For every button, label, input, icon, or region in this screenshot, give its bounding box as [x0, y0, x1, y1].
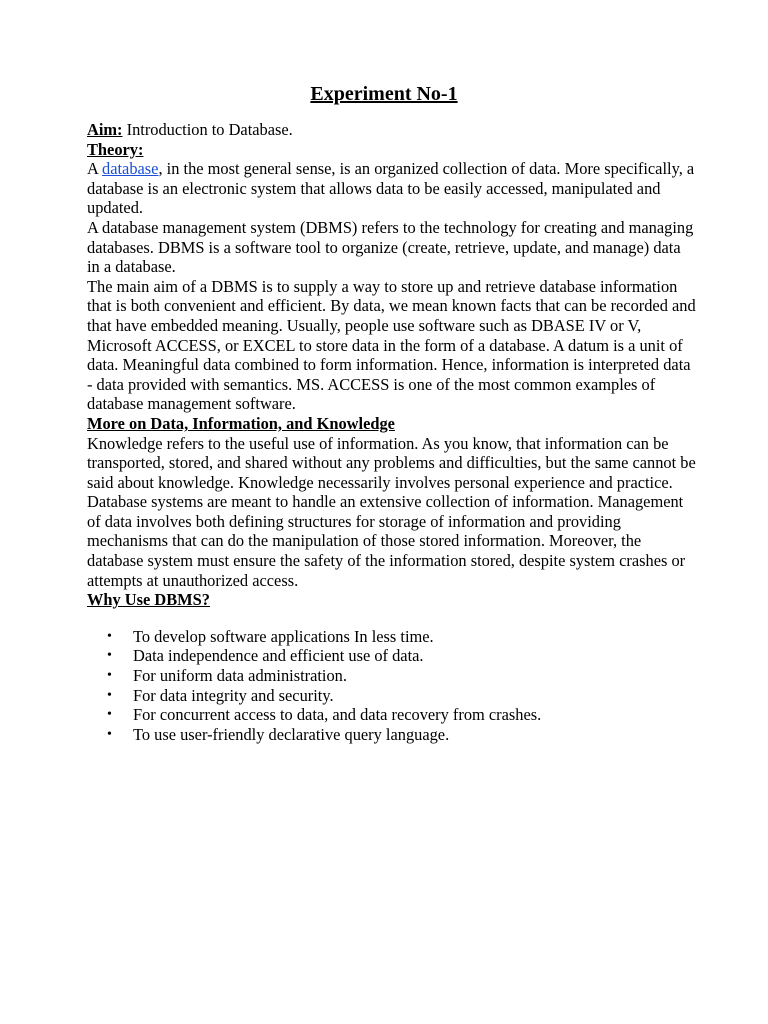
list-item — [87, 705, 697, 725]
list-item-text: For concurrent access to data, and data recovery from crashes. — [133, 705, 542, 725]
bullet-icon: • — [107, 628, 112, 644]
list-item-text: Data independence and efficient use of data. — [133, 646, 424, 666]
bullet-icon: • — [107, 668, 112, 684]
list-item — [87, 666, 697, 686]
paragraph-database-definition — [87, 159, 697, 218]
paragraph-dbms-aim: The main aim of a DBMS is to supply a way to store up and retrieve database information that is both convenient and efficient. By data, we mean known facts that can be recorded and that have embedded meaning. Usually, people use software such as DBASE IV or V, Microsoft ACCESS, or EXCEL to store data in the form of a database. A datum is a unit of data. Meaningful data combined to form information. Hence, information is interpreted data - data provided with semantics. MS. ACCESS is one of the most common examples of database management software. — [87, 276, 696, 414]
section-heading-data-information-knowledge: More on Data, Information, and Knowledge — [87, 413, 395, 433]
paragraph1-prefix: A — [87, 159, 103, 179]
paragraph1-suffix: , in the most general sense, is an organized collection of data. More specifically, a database is an electronic system that allows data to be easily accessed, manipulated and updated. — [87, 159, 695, 218]
list-item-text: To use user-friendly declarative query language. — [133, 724, 450, 744]
section-heading-why-use-dbms: Why Use DBMS? — [87, 590, 210, 610]
why-dbms-list — [87, 627, 697, 745]
database-link[interactable]: database — [102, 159, 159, 179]
list-item — [87, 646, 697, 666]
list-item — [87, 725, 697, 745]
list-item-text: To develop software applications In less time. — [133, 626, 434, 646]
bullet-icon: • — [107, 648, 112, 664]
theory-heading: Theory: — [87, 139, 144, 159]
list-item — [87, 686, 697, 706]
paragraph-dbms-definition: A database management system (DBMS) refers to the technology for creating and managing databases. DBMS is a software tool to organize (create, retrieve, update, and manage) data in a database. — [87, 217, 694, 277]
bullet-icon: • — [107, 726, 112, 742]
aim-text: Introduction to Database. — [122, 120, 293, 139]
bullet-icon: • — [107, 687, 112, 703]
paragraph-database-systems: Database systems are meant to handle an extensive collection of information. Management of data involves both defining structures for storage of information and providing mechanisms that can do the manipulation of those stored information. Moreover, the database system must ensure the safety of the information stored, despite system crashes or attempts at unauthorized access. — [87, 492, 686, 590]
aim-label: Aim: — [87, 120, 123, 139]
list-item — [87, 627, 697, 647]
page-title: Experiment No-1 — [310, 83, 458, 105]
document-body — [87, 120, 697, 744]
aim-line — [87, 120, 697, 140]
paragraph-knowledge: Knowledge refers to the useful use of information. As you know, that information can be transported, stored, and shared without any problems and difficulties, but the same cannot be said about knowledge. Knowledge necessarily involves personal experience and practice. — [87, 433, 696, 492]
bullet-icon: • — [107, 707, 112, 723]
list-item-text: For data integrity and security. — [133, 685, 334, 705]
list-item-text: For uniform data administration. — [133, 666, 347, 686]
